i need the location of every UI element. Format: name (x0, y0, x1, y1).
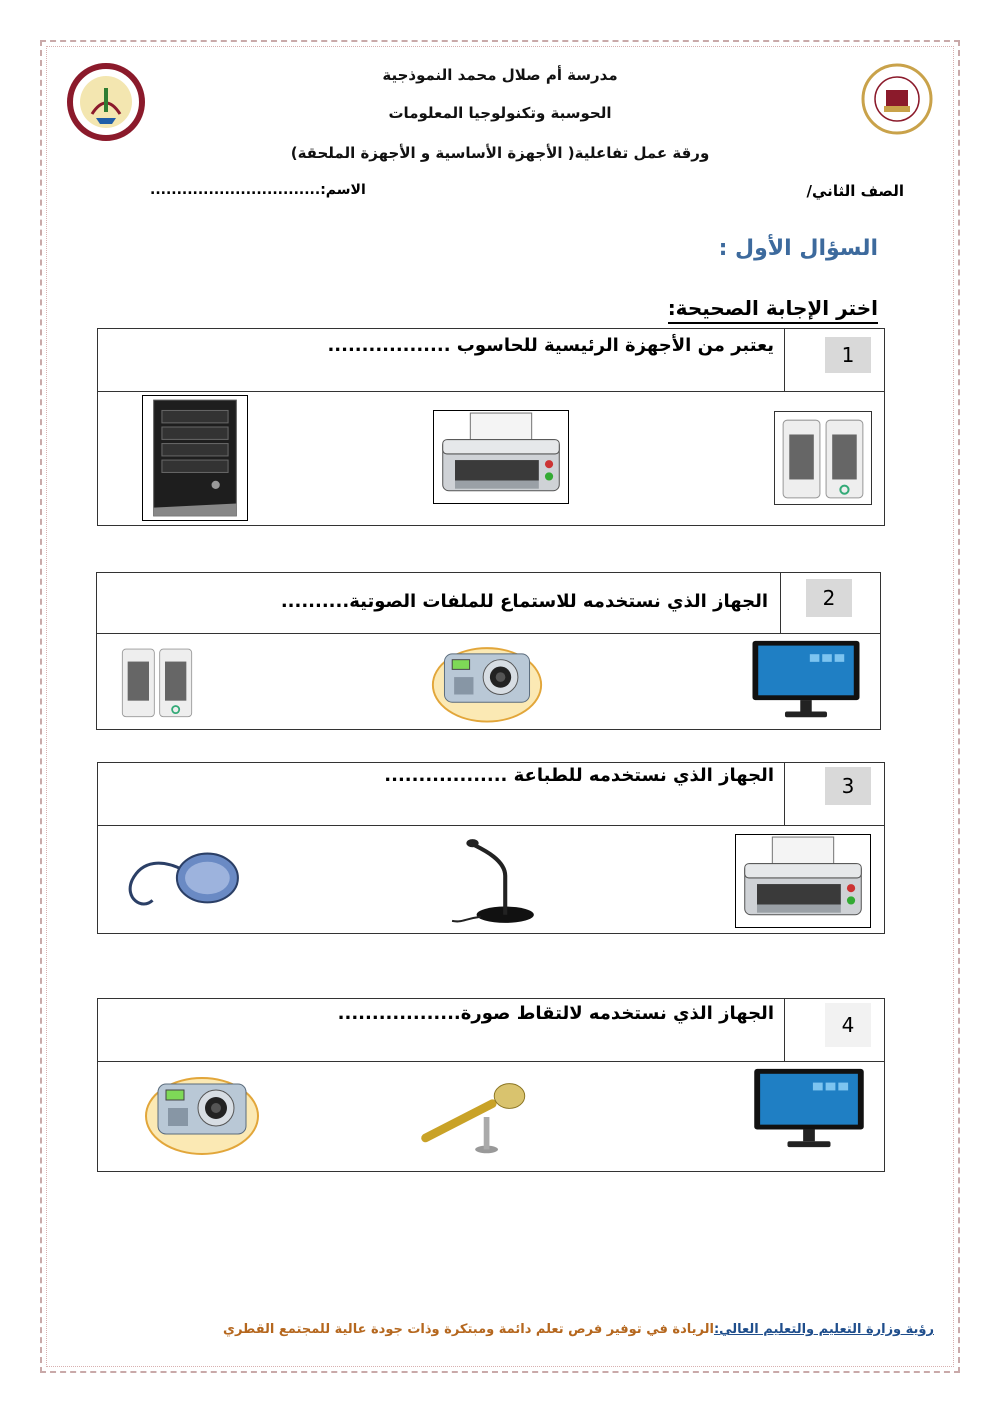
question-row (97, 573, 880, 634)
mouse-option[interactable] (122, 839, 244, 921)
computer-case-option[interactable] (142, 395, 248, 521)
instruction: اختر الإجابة الصحيحة: (668, 296, 878, 324)
worksheet-title: ورقة عمل تفاعلية( الأجهزة الأساسية و الأجهزة الملحقة) (290, 144, 710, 162)
printer-icon (736, 835, 870, 927)
printer-icon (434, 411, 568, 503)
camera-icon (429, 633, 545, 727)
desk-microphone-option[interactable] (443, 835, 547, 927)
printer-option[interactable] (433, 410, 569, 504)
camera-option[interactable] (429, 633, 545, 727)
section-title: السؤال الأول : (718, 236, 878, 261)
mouse-icon (122, 839, 244, 921)
speakers-icon (775, 412, 871, 504)
question-text: الجهاز الذي نستخدمه لالتقاط صورة.................. (337, 1003, 774, 1024)
grade-label: الصف الثاني/ (806, 182, 904, 200)
camera-option[interactable] (142, 1063, 262, 1159)
question-number: 3 (825, 767, 871, 805)
subject-title: الحوسبة وتكنولوجيا المعلومات (388, 104, 612, 122)
microphone-option[interactable] (416, 1077, 540, 1157)
question-4-box (97, 998, 885, 1172)
speakers-option[interactable] (774, 411, 872, 505)
printer-option[interactable] (735, 834, 871, 928)
question-number: 4 (825, 1003, 871, 1047)
vision-label: رؤية وزارة التعليم والتعليم العالي: (713, 1322, 934, 1337)
question-1-box (97, 328, 885, 526)
question-row (98, 763, 884, 826)
monitor-option[interactable] (745, 637, 867, 723)
computer-case-icon (143, 396, 247, 520)
school-name: مدرسة أم صلال محمد النموذجية (382, 66, 618, 84)
question-text: الجهاز الذي نستخدمه للطباعة .................. (384, 765, 774, 786)
monitor-option[interactable] (748, 1065, 870, 1153)
speakers-option[interactable] (117, 641, 197, 723)
vision-text: الريادة في توفير فرص تعلم دائمة ومبتكرة وذات جودة عالية للمجتمع القطري (223, 1322, 714, 1337)
name-field[interactable]: الاسم:................................ (150, 182, 366, 198)
question-3-box (97, 762, 885, 934)
question-row (98, 329, 884, 392)
ministry-vision (223, 1322, 934, 1337)
question-text: يعتبر من الأجهزة الرئيسية للحاسوب .................. (327, 335, 774, 356)
speakers-icon (117, 641, 197, 723)
camera-icon (142, 1063, 262, 1159)
desk-microphone-icon (443, 835, 547, 927)
question-number: 1 (825, 337, 871, 373)
monitor-icon (748, 1065, 870, 1153)
monitor-icon (745, 637, 867, 723)
question-row (98, 999, 884, 1062)
microphone-icon (416, 1077, 540, 1157)
question-number: 2 (806, 579, 852, 617)
question-text: الجهاز الذي نستخدمه للاستماع للملفات الصوتية.......... (280, 591, 768, 612)
question-2-box (96, 572, 881, 730)
